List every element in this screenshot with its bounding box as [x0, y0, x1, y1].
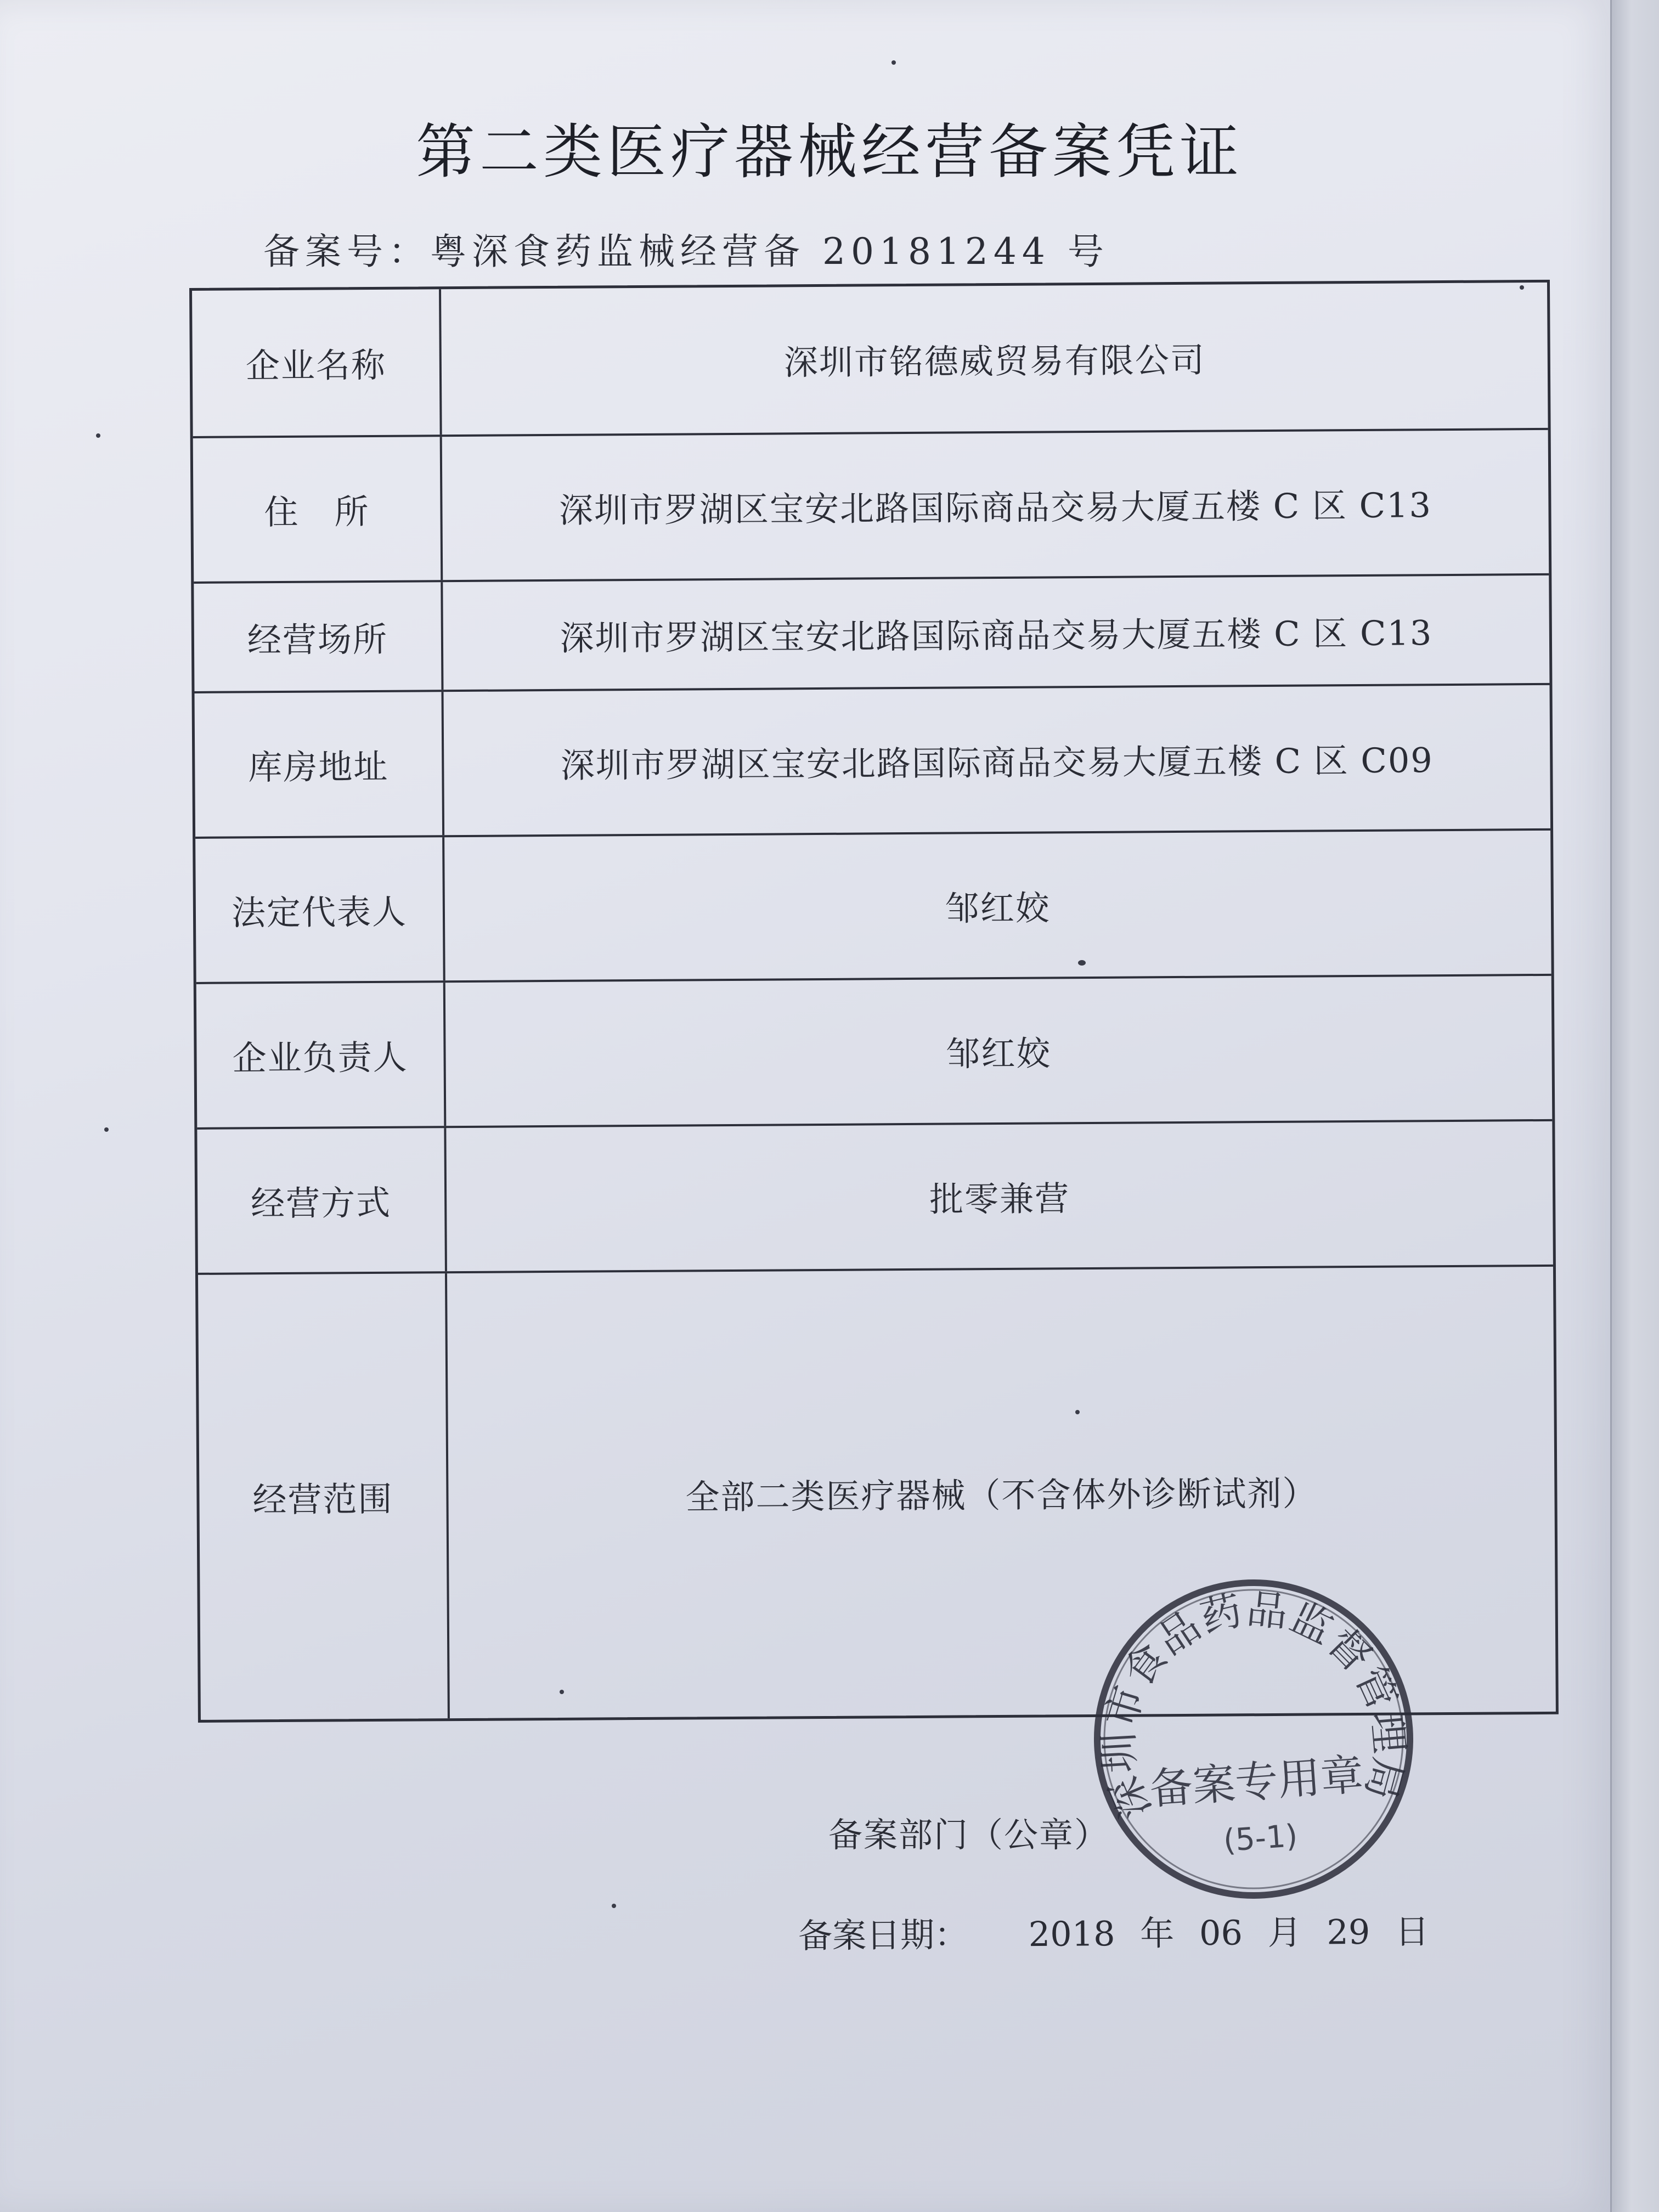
filing-day-unit: 日 [1395, 1911, 1430, 1952]
official-seal [1078, 1564, 1429, 1915]
paper-speck [1520, 285, 1524, 290]
row-value: 深圳市铭德威贸易有限公司 [783, 340, 1206, 383]
filing-month-unit: 月 [1267, 1912, 1302, 1953]
row-label: 企业负责人 [196, 983, 447, 1127]
table-row [194, 573, 1549, 691]
paper-speck [612, 1904, 616, 1908]
row-label: 住 所 [193, 437, 443, 582]
row-label: 经营场所 [194, 582, 443, 691]
row-value: 深圳市罗湖区宝安北路国际商品交易大厦五楼 C 区 C13 [558, 485, 1432, 531]
row-value: 深圳市罗湖区宝安北路国际商品交易大厦五楼 C 区 C09 [560, 740, 1434, 786]
paper-speck [96, 433, 100, 438]
filing-day: 29 [1327, 1911, 1370, 1953]
seal-inner-text: 备案专用章 [1148, 1750, 1365, 1815]
row-value: 深圳市罗湖区宝安北路国际商品交易大厦五楼 C 区 C13 [560, 612, 1433, 658]
row-label: 企业名称 [192, 289, 442, 436]
paper-speck [1078, 960, 1086, 966]
table-row [194, 683, 1550, 837]
table-row [196, 974, 1553, 1127]
filing-month: 06 [1199, 1912, 1243, 1954]
row-value: 全部二类医疗器械（不含体外诊断试剂） [685, 1473, 1318, 1517]
row-label: 经营范围 [198, 1273, 450, 1720]
seal-code: (5-1) [1222, 1818, 1299, 1859]
row-value: 邹红姣 [945, 888, 1051, 929]
filing-date-label: 备案日期： [798, 1914, 969, 1956]
registration-number: 备案号：粤深食药监械经营备 20181244 号 [263, 230, 1109, 273]
row-value: 邹红姣 [946, 1033, 1052, 1074]
filing-year: 2018 [1028, 1914, 1115, 1955]
row-value: 批零兼营 [929, 1178, 1070, 1220]
filing-year-unit: 年 [1140, 1913, 1175, 1954]
row-label: 库房地址 [195, 692, 445, 837]
document-title: 第二类医疗器械经营备案凭证 [415, 118, 1243, 187]
paper-speck [891, 60, 896, 65]
page-edge [1610, 0, 1659, 2212]
filing-department: 备案部门（公章） [828, 1815, 1110, 1855]
table-row [192, 283, 1548, 436]
info-table [189, 280, 1559, 1723]
paper-speck [1075, 1410, 1080, 1414]
row-label: 经营方式 [197, 1128, 447, 1273]
table-row [195, 828, 1551, 982]
row-label: 法定代表人 [195, 837, 445, 982]
table-row [197, 1119, 1553, 1273]
seal-outer-text: 深圳市食品药品监督管理局 [1095, 1585, 1413, 1826]
table-row [193, 428, 1549, 582]
paper-speck [560, 1690, 564, 1694]
paper-speck [104, 1127, 109, 1132]
